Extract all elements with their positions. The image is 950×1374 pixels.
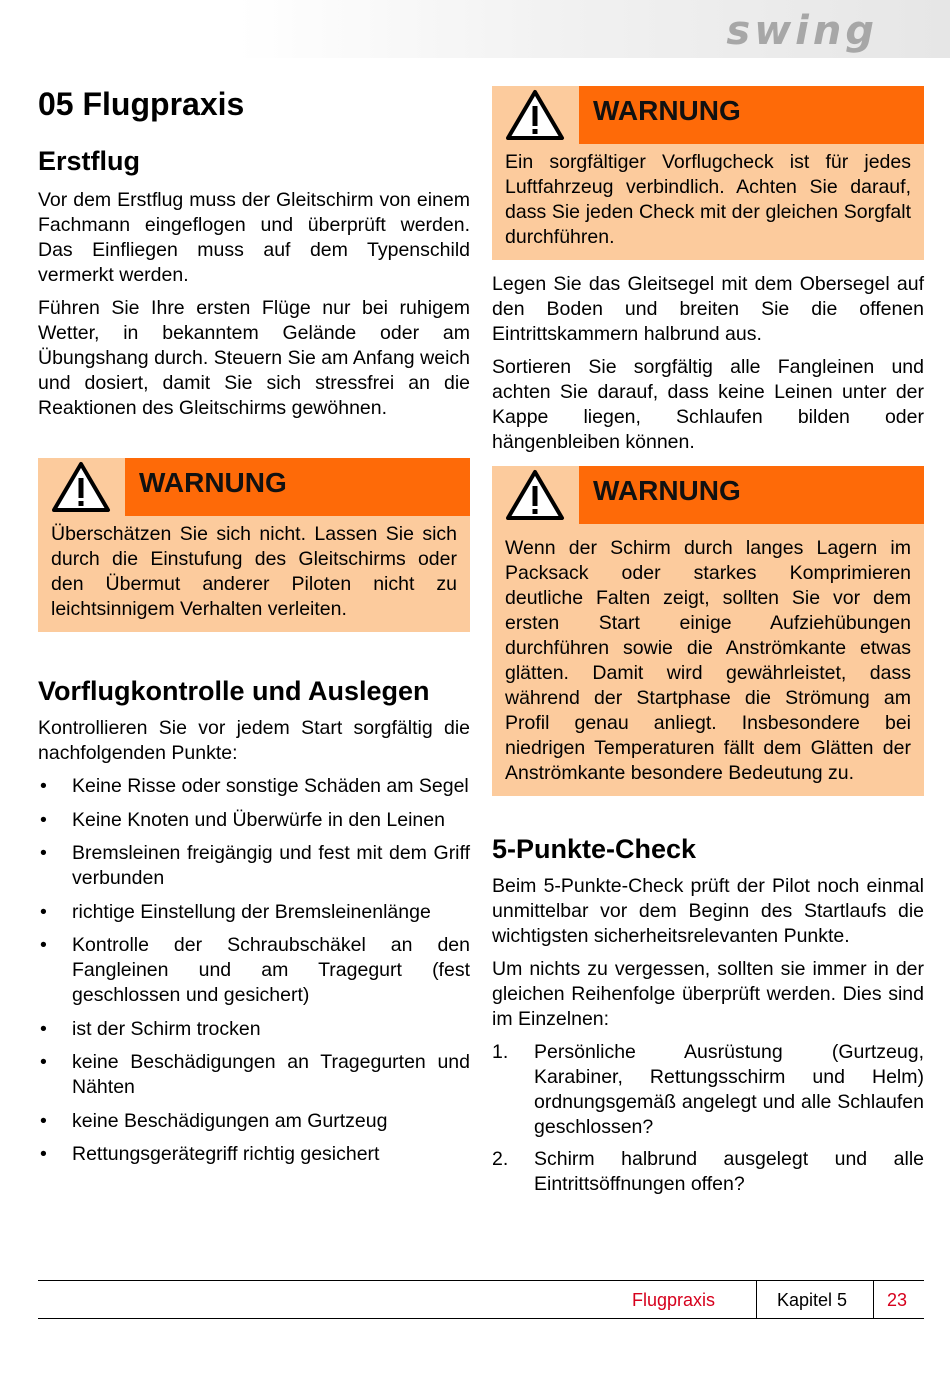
footer-chapter: Kapitel 5 [777,1290,848,1310]
heading-5-punkte-check: 5-Punkte-Check [492,834,697,864]
checklist-item [38,1017,470,1042]
check-steps [492,1040,924,1197]
checklist-item-text: Keine Risse oder sonstige Schäden am Segel [72,775,469,797]
warning-title-box [579,466,924,524]
warning-title-box [579,86,924,144]
paragraph: Vor dem Erstflug muss der Gleitschirm von einem Fachmann eingeflogen und überprüft werden. Das Einfliegen muss auf dem Typenschild vermerkt werden. [38,189,470,286]
warning-header [38,458,470,516]
footer-separator [873,1280,874,1318]
checklist-item [38,808,470,833]
auslegen-text [492,272,924,455]
checklist [38,774,470,1167]
warning-title-box [125,458,470,516]
warning-header [492,86,924,144]
bullet-icon: • [40,1109,47,1132]
warning-box-3 [492,466,924,796]
warning-title: WARNUNG [139,467,287,498]
warning-text: Überschätzen Sie sich nicht. Lassen Sie sich durch die Einstufung des Gleitschirms oder den Übermut anderer Piloten nicht zu leichtsinnigem Verhalten verleiten. [51,523,457,620]
checklist-item-text: keine Beschädigungen an Tragegurten und Nähten [72,1051,470,1098]
bullet-icon: • [40,1017,47,1040]
vorflug-intro: Kontrollieren Sie vor jedem Start sorgfältig die nachfolgenden Punkte: [38,717,470,764]
warning-header [492,466,924,524]
step-text: Persönliche Ausrüstung (Gurtzeug, Karabiner, Rettungsschirm und Helm) ordnungsgemäß angelegt und alle Schlaufen geschlossen? [534,1041,924,1138]
checklist-item [38,1142,470,1167]
paragraph: Um nichts zu vergessen, sollten sie immer in der gleichen Reihenfolge überprüft werden. Dies sind im Einzelnen: [492,958,924,1030]
footer-section-name: Flugpraxis [632,1290,716,1310]
heading-erstflug: Erstflug [38,146,141,176]
checklist-item [38,841,470,891]
checklist-item [38,900,470,925]
warning-text: Wenn der Schirm durch langes Lagern im Packsack oder starkes Komprimieren deutliche Falten zeigt, sollten Sie vor dem ersten Start einige Aufziehübungen durchführen sowie die Anströmkante etwas glätten. Damit wird gewährleistet, dass während der Startphase die Strömung am Profil genau anliegt. Insbesondere bei niedrigen Temperaturen fällt dem Glätten der Anströmkante besondere Bedeutung zu. [505,537,911,784]
vorflug-section [38,716,470,1176]
step-text: Schirm halbrund ausgelegt und alle Eintrittsöffnungen offen? [534,1148,924,1195]
step-number: 2. [492,1148,509,1170]
checklist-item-text: ist der Schirm trocken [72,1017,261,1040]
checklist-item [38,1109,470,1134]
step-number: 1. [492,1041,509,1063]
check-step [492,1040,924,1140]
warning-title: WARNUNG [593,475,741,506]
warning-triangle-icon [505,89,565,141]
checklist-item-text: keine Beschädigungen am Gurtzeug [72,1109,388,1132]
heading-vorflugkontrolle: Vorflugkontrolle und Auslegen [38,676,430,706]
warning-title: WARNUNG [593,95,741,126]
checklist-item-text: Rettungsgerätegriff richtig gesichert [72,1143,380,1165]
warning-body [492,524,924,796]
warning-icon-box [38,458,125,516]
warning-box-2 [492,86,924,260]
footer-rule-top [38,1280,924,1281]
check-section [492,874,924,1204]
erstflug-text [38,188,470,421]
page-number: 23 [887,1290,908,1310]
footer-rule-bottom [38,1318,924,1319]
warning-triangle-icon [505,469,565,521]
paragraph: Beim 5-Punkte-Check prüft der Pilot noch einmal unmittelbar vor dem Beginn des Startlaufs die wichtigsten sicherheitsrelevanten Punkte. [492,875,924,947]
paragraph: Führen Sie Ihre ersten Flüge nur bei ruhigem Wetter, in bekanntem Gelände oder am Übungshang durch. Steuern Sie am Anfang weich und dosiert, damit Sie sich stressfrei an die Reaktionen des Gleitschirms gewöhnen. [38,297,470,419]
checklist-item [38,774,470,799]
bullet-icon: • [40,775,47,797]
checklist-item-text: Kontrolle der Schraubschäkel an den Fangleinen und am Tragegurt (fest geschlossen und gesichert) [72,934,470,1006]
bullet-icon: • [40,1051,47,1073]
checklist-item-text: Keine Knoten und Überwürfe in den Leinen [72,808,445,831]
warning-body [38,516,470,632]
paragraph: Legen Sie das Gleitsegel mit dem Obersegel auf den Boden und breiten Sie die offenen Eintrittskammern halbrund aus. [492,273,924,345]
bullet-icon: • [40,842,47,864]
chapter-title: 05 Flugpraxis [38,86,245,122]
checklist-item-text: richtige Einstellung der Bremsleinenlänge [72,900,431,923]
warning-text: Ein sorgfältiger Vorflugcheck ist für jedes Luftfahrzeug verbindlich. Achten Sie darauf, dass Sie jeden Check mit der gleichen Sorgfalt durchführen. [505,151,911,248]
warning-icon-box [492,86,579,144]
warning-body [492,144,924,260]
checklist-item [38,933,470,1008]
bullet-icon: • [40,808,47,831]
paragraph: Sortieren Sie sorgfältig alle Fangleinen und achten Sie darauf, dass keine Leinen unter der Kappe liegen, Schlaufen bilden oder hängenbleiben können. [492,356,924,453]
check-step [492,1147,924,1197]
checklist-item-text: Bremsleinen freigängig und fest mit dem Griff verbunden [72,842,470,889]
warning-triangle-icon [51,461,111,513]
swing-logo: swing [726,8,878,54]
footer-separator [756,1280,757,1318]
bullet-icon: • [40,900,47,923]
bullet-icon: • [40,934,47,956]
bullet-icon: • [40,1143,47,1165]
warning-box-1 [38,458,470,632]
checklist-item [38,1050,470,1100]
warning-icon-box [492,466,579,524]
